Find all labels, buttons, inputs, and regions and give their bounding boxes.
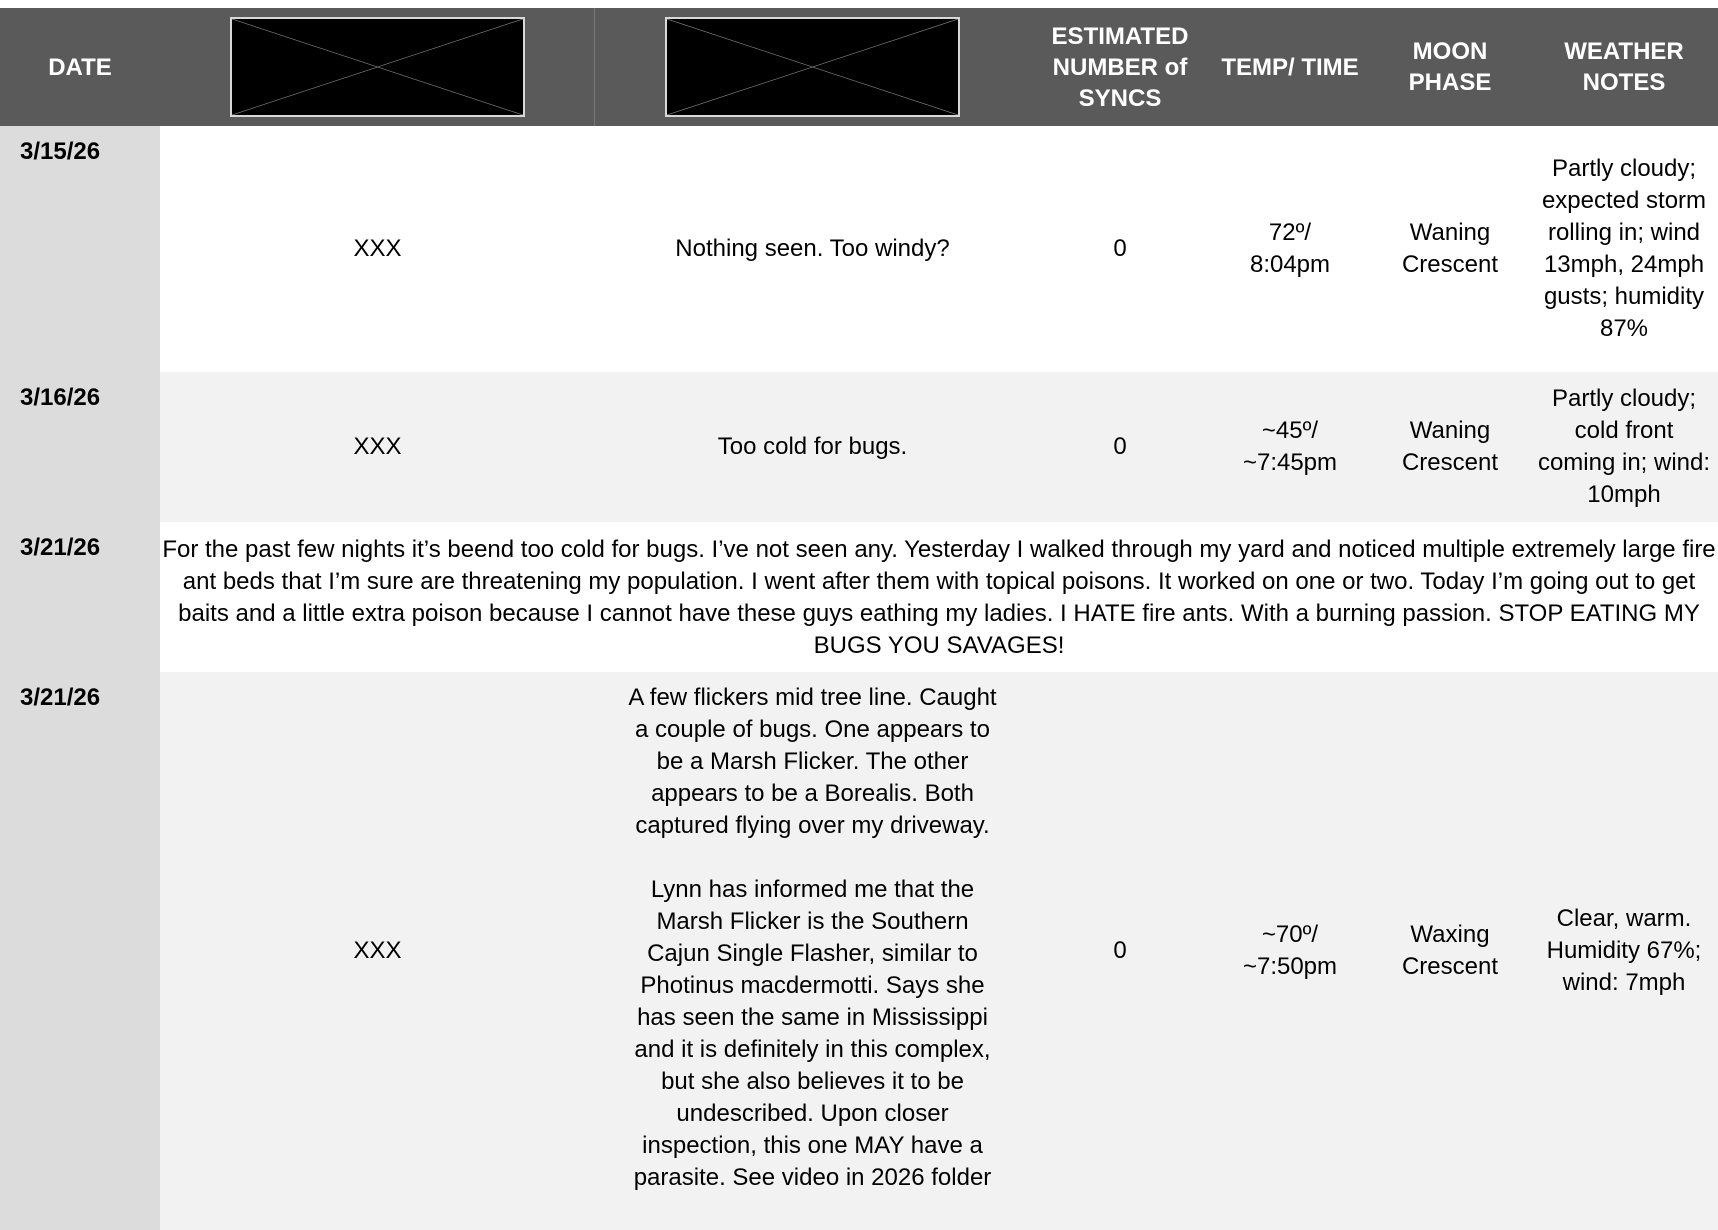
row-syncs: 0: [1113, 937, 1127, 964]
redacted-image-icon: [665, 17, 960, 117]
row-image-label: XXX: [353, 235, 402, 262]
header-top-margin: [0, 0, 1718, 8]
row-journal-note: For the past few nights it’s beend too cold for bugs. I’ve not seen any. Yesterday I walked through my yard and noticed multiple extremely large fire ant beds that I’m sure are threatening my population. I went after them with topical poisons. It worked on one or two. Today I’m going out to get baits and a little extra poison because I cannot have these guys eathing my ladies. I HATE fire ants. With a burning passion. STOP EATING MY BUGS YOU SAVAGES!: [162, 536, 1716, 659]
header-image-placeholder-2: [595, 8, 1030, 126]
row-moon-phase: Waning Crescent: [1401, 417, 1499, 476]
row-date: 3/16/26: [0, 372, 160, 522]
redacted-image-icon: [230, 17, 525, 117]
header-estimated-syncs: ESTIMATED NUMBER of SYNCS: [1030, 8, 1210, 126]
row-temp-time: ~45º/ ~7:45pm: [1242, 417, 1338, 476]
row-syncs: 0: [1113, 433, 1127, 460]
table-row: [0, 126, 1718, 372]
row-weather-notes: Clear, warm. Humidity 67%; wind: 7mph: [1546, 905, 1702, 996]
row-syncs: 0: [1113, 235, 1127, 262]
row-observation: Too cold for bugs.: [717, 433, 908, 460]
row-temp-time: 72º/ 8:04pm: [1249, 219, 1331, 278]
row-weather-notes: Partly cloudy; cold front coming in; wind: 10mph: [1537, 385, 1711, 508]
row-temp-time: ~70º/ ~7:50pm: [1242, 921, 1338, 980]
row-moon-phase: Waxing Crescent: [1401, 921, 1499, 980]
row-observation: Nothing seen. Too windy?: [675, 235, 950, 262]
table-header-row: [0, 0, 1718, 126]
row-date: 3/15/26: [0, 126, 160, 372]
row-image-label: XXX: [353, 937, 402, 964]
table-row: [0, 672, 1718, 1230]
header-date: DATE: [0, 8, 160, 126]
row-moon-phase: Waning Crescent: [1401, 219, 1499, 278]
row-image-label: XXX: [353, 433, 402, 460]
row-date: 3/21/26: [0, 672, 160, 1230]
row-date: 3/21/26: [0, 522, 160, 672]
row-observation: A few flickers mid tree line. Caught a couple of bugs. One appears to be a Marsh Flicker. The other appears to be a Borealis. Both captured flying over my driveway. Lynn has informed me that the Marsh Flicker is the Southern Cajun Single Flasher, similar to Photinus macdermotti. Says she has seen the same in Mississippi and it is definitely in this complex, but she also believes it to be undescribed. Upon closer inspection, this one MAY have a parasite. See video in 2026 folder: [628, 684, 997, 1191]
table-row-note: [0, 522, 1718, 672]
header-temp-time: TEMP/ TIME: [1210, 8, 1370, 126]
row-weather-notes: Partly cloudy; expected storm rolling in; wind 13mph, 24mph gusts; humidity 87%: [1541, 155, 1707, 342]
header-image-placeholder-1: [160, 8, 595, 126]
table-row: [0, 372, 1718, 522]
header-weather-notes: WEATHER NOTES: [1530, 8, 1718, 126]
header-moon-phase: MOON PHASE: [1370, 8, 1530, 126]
